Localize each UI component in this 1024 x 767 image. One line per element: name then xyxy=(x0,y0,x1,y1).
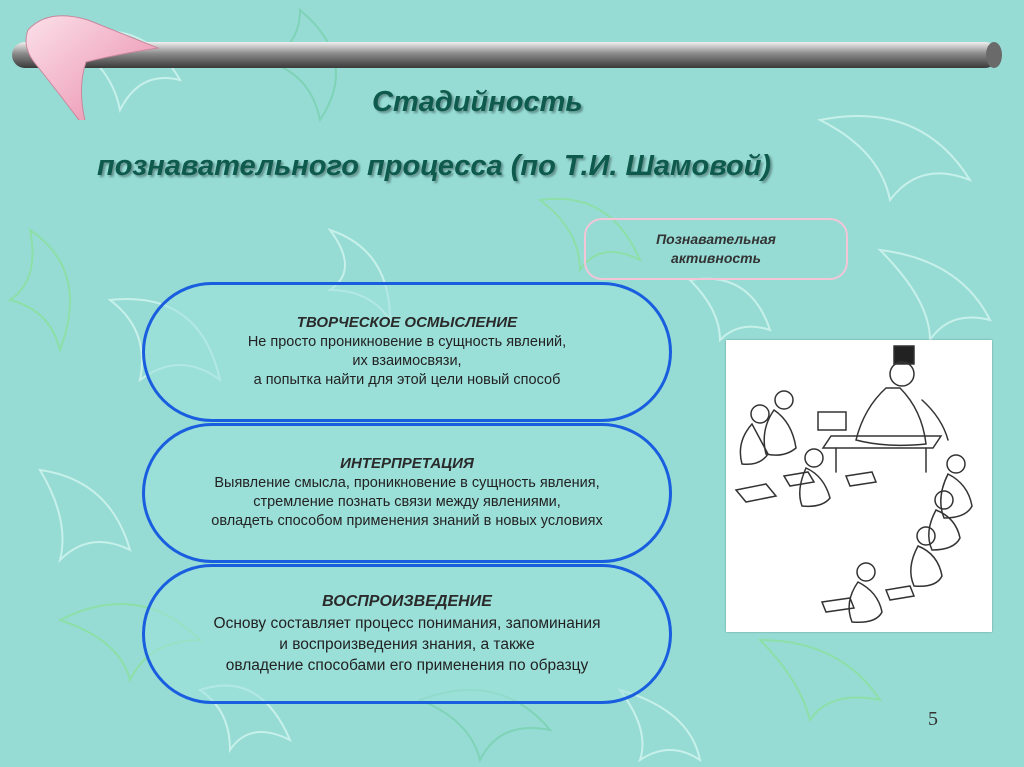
stage-text-line: Не просто проникновение в сущность явлений, xyxy=(247,334,567,350)
stage-text-line: и воспроизведения знания, а также xyxy=(279,635,535,653)
stage-text-line: их взаимосвязи, xyxy=(352,353,462,369)
stage-text-line: Основу составляет процесс понимания, запоминания xyxy=(213,614,601,632)
classroom-illustration xyxy=(726,340,992,632)
stage-text-line: овладение способами его применения по образцу xyxy=(225,656,589,674)
stage-text-line: стремление познать связи между явлениями, xyxy=(253,494,561,510)
slide-title-line2: познавательного процесса (по Т.И. Шамовой) xyxy=(97,150,772,182)
activity-label-line2: активность xyxy=(671,250,761,266)
stage-text-line: Выявление смысла, проникновение в сущность явления, xyxy=(214,475,600,491)
stage-reproduction xyxy=(142,564,672,704)
slide-title-line1: Стадийность xyxy=(372,86,583,118)
stage-interpretation xyxy=(142,423,672,563)
cognitive-activity-label xyxy=(584,218,848,280)
stage-text-line: а попытка найти для этой цели новый способ xyxy=(253,372,561,388)
stage-heading: ТВОРЧЕСКОЕ ОСМЫСЛЕНИЕ xyxy=(296,314,518,331)
page-number: 5 xyxy=(928,708,938,730)
activity-label-line1: Познавательная xyxy=(656,231,776,247)
stage-text-line: овладеть способом применения знаний в новых условиях xyxy=(211,513,603,529)
stage-creative-comprehension xyxy=(142,282,672,422)
stage-heading: ВОСПРОИЗВЕДЕНИЕ xyxy=(322,592,492,610)
stage-heading: ИНТЕРПРЕТАЦИЯ xyxy=(340,455,474,472)
